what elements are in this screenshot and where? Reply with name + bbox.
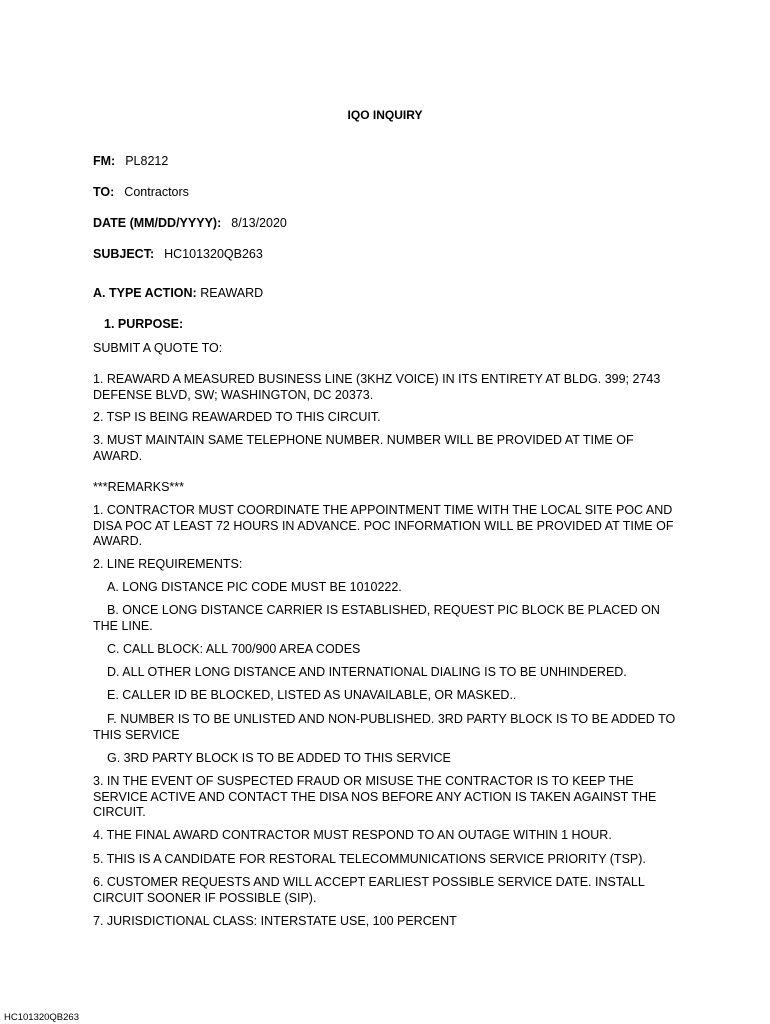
remarks-item: 2. LINE REQUIREMENTS:: [93, 557, 243, 571]
purpose-item: 2. TSP IS BEING REAWARDED TO THIS CIRCUIT.: [93, 410, 381, 424]
footer-reference: HC101320QB263: [4, 1012, 79, 1023]
date-label: DATE (MM/DD/YYYY):: [93, 216, 222, 230]
subject-label: SUBJECT:: [93, 247, 155, 261]
purpose-item: 1. REAWARD A MEASURED BUSINESS LINE (3KHZ VOICE) IN ITS ENTIRETY AT BLDG. 399; 2743 DEFENSE BLVD, SW; WASHINGTON, DC 20373.: [93, 372, 661, 402]
purpose-heading: 1. PURPOSE:: [104, 317, 184, 331]
purpose-item: 3. MUST MAINTAIN SAME TELEPHONE NUMBER. NUMBER WILL BE PROVIDED AT TIME OF AWARD.: [93, 433, 634, 463]
remarks-item: 6. CUSTOMER REQUESTS AND WILL ACCEPT EARLIEST POSSIBLE SERVICE DATE. INSTALL CIRCUIT SOONER IF POSSIBLE (SIP).: [93, 875, 645, 905]
remarks-heading: ***REMARKS***: [93, 480, 185, 494]
remarks-item: 3. IN THE EVENT OF SUSPECTED FRAUD OR MISUSE THE CONTRACTOR IS TO KEEP THE SERVICE ACTIVE AND CONTACT THE DISA NOS BEFORE ANY ACTION IS TAKEN AGAINST THE CIRCUIT.: [93, 774, 657, 819]
date-field: [93, 216, 287, 232]
type-action-value: REAWARD: [200, 286, 264, 300]
fm-field: [93, 154, 168, 170]
fm-label: FM:: [93, 154, 116, 168]
purpose-intro: SUBMIT A QUOTE TO:: [93, 341, 223, 355]
line-requirement-item: D. ALL OTHER LONG DISTANCE AND INTERNATIONAL DIALING IS TO BE UNHINDERED.: [107, 665, 627, 679]
type-action-label: A. TYPE ACTION:: [93, 286, 197, 300]
subject-value: HC101320QB263: [164, 247, 263, 261]
remarks-item: 1. CONTRACTOR MUST COORDINATE THE APPOINTMENT TIME WITH THE LOCAL SITE POC AND DISA POC AT LEAST 72 HOURS IN ADVANCE. POC INFORMATION WILL BE PROVIDED AT TIME OF AWARD.: [93, 503, 674, 548]
subject-field: [93, 247, 263, 263]
date-value: 8/13/2020: [231, 216, 287, 230]
to-label: TO:: [93, 185, 115, 199]
type-action-field: [93, 286, 263, 302]
remarks-item: 5. THIS IS A CANDIDATE FOR RESTORAL TELECOMMUNICATIONS SERVICE PRIORITY (TSP).: [93, 852, 646, 866]
to-value: Contractors: [124, 185, 189, 199]
line-requirement-item: B. ONCE LONG DISTANCE CARRIER IS ESTABLISHED, REQUEST PIC BLOCK BE PLACED ON THE LINE.: [93, 603, 660, 633]
line-requirement-item: A. LONG DISTANCE PIC CODE MUST BE 1010222.: [107, 580, 402, 594]
remarks-item: 4. THE FINAL AWARD CONTRACTOR MUST RESPOND TO AN OUTAGE WITHIN 1 HOUR.: [93, 828, 612, 842]
to-field: [93, 185, 189, 201]
page-title: IQO INQUIRY: [347, 108, 423, 122]
remarks-item: 7. JURISDICTIONAL CLASS: INTERSTATE USE, 100 PERCENT: [93, 914, 457, 928]
fm-value: PL8212: [125, 154, 169, 168]
line-requirement-item: G. 3RD PARTY BLOCK IS TO BE ADDED TO THIS SERVICE: [107, 751, 451, 765]
line-requirement-item: C. CALL BLOCK: ALL 700/900 AREA CODES: [107, 642, 361, 656]
line-requirement-item: F. NUMBER IS TO BE UNLISTED AND NON-PUBLISHED. 3RD PARTY BLOCK IS TO BE ADDED TO THIS SERVICE: [93, 712, 676, 742]
line-requirement-item: E. CALLER ID BE BLOCKED, LISTED AS UNAVAILABLE, OR MASKED..: [107, 688, 517, 702]
